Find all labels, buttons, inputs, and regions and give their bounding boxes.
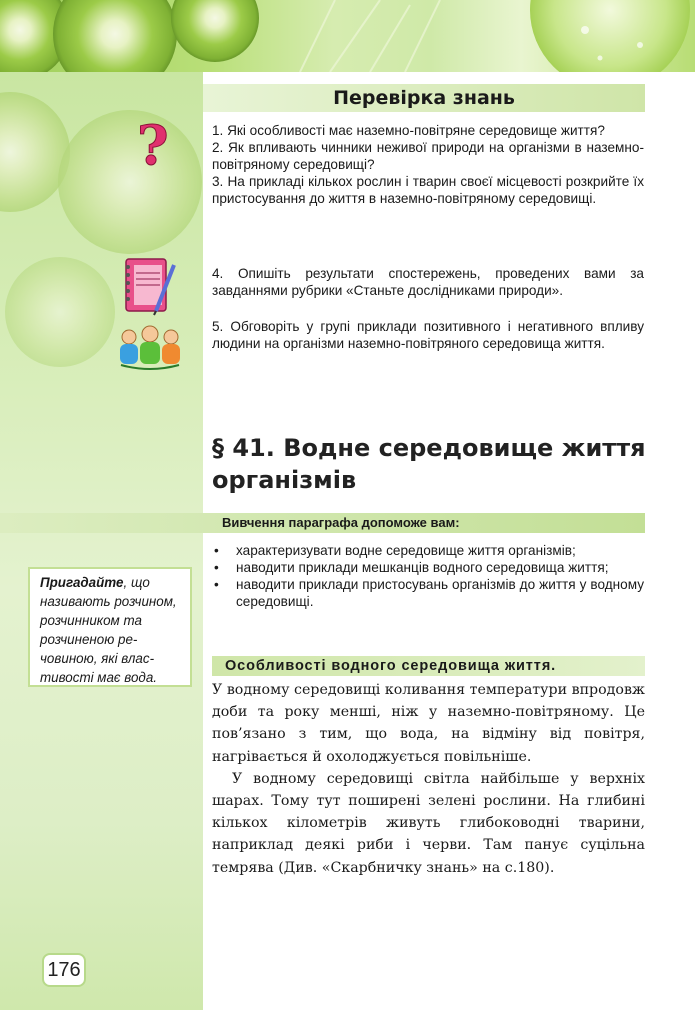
bullet-icon: • — [214, 543, 219, 558]
kiwi-lime-photo — [0, 0, 695, 72]
list-item: • наводити приклади мешканців водного середовища життя; — [214, 560, 609, 575]
question-4: 4. Опишіть результати спостережень, проведених вами за завданнями рубрики «Станьте дослідниками природи». — [212, 266, 644, 298]
left-decorative-strip — [0, 72, 203, 1010]
questions-block-1 — [212, 122, 644, 207]
notebook-pen-icon — [120, 255, 178, 322]
bullet-icon: • — [214, 560, 219, 575]
questions-block-2 — [212, 265, 644, 299]
question-1: 1. Які особливості має наземно-повітряне середовище життя? — [212, 123, 605, 138]
questions-block-3 — [212, 318, 644, 352]
recall-box — [28, 567, 192, 687]
subsection-body — [212, 679, 645, 879]
list-item: • наводити приклади пристосувань організмів до життя у водному середовищі. — [214, 577, 644, 609]
recall-label: Пригадайте — [40, 575, 124, 590]
body-paragraph-2: У водному середовищі світла найбільше у верхніх шарах. Тому тут поширені зелені рослини. На глибині кількох кілометрів живуть глибоководні тварини, наприклад деякі риби і черви. Там панує суцільна темрява (Див. «Скарбничку знань» на с.180). — [212, 770, 645, 876]
list-item: • характеризувати водне середовище життя організмів; — [214, 543, 576, 558]
study-heading: Вивчення параграфа допоможе вам: — [222, 515, 460, 530]
question-5: 5. Обговоріть у групі приклади позитивного і негативного впливу людини на організми наземно-повітряного середовища життя. — [212, 319, 644, 351]
question-2: 2. Як впливають чинники неживої природи на організми в наземно-повітряному середовищі? — [212, 140, 644, 172]
section-title: § 41. Водне середовище життя організмів — [212, 434, 646, 494]
knowledge-check-heading-bar — [203, 84, 645, 112]
study-heading-bar — [0, 513, 645, 533]
page-number: 176 — [42, 953, 86, 987]
recall-text: , що називають розчином, розчинником та розчиненою речовиною, які властивості має вода. — [40, 575, 177, 685]
group-people-icon — [115, 323, 185, 376]
top-decorative-banner — [0, 0, 695, 72]
body-paragraph-1: У водному середовищі коливання температури впродовж доби та року менші, ніж у наземно-повітряному. Це пов’язано з тим, що вода, на відміну від повітря, нагрівається й охолоджується повільніше. — [212, 682, 645, 765]
study-goals-list — [212, 542, 644, 610]
knowledge-check-heading: Перевірка знань — [333, 87, 515, 109]
question-3: 3. На прикладі кількох рослин і тварин своєї місцевості розкрийте їх пристосування до життя в наземно-повітряному середовищі. — [212, 174, 644, 206]
subsection-heading: Особливості водного середовища життя. — [225, 658, 557, 674]
question-mark-icon — [135, 116, 169, 177]
subsection-heading-bar — [212, 656, 645, 676]
bullet-icon: • — [214, 577, 219, 592]
svg-text:?: ? — [137, 116, 169, 172]
